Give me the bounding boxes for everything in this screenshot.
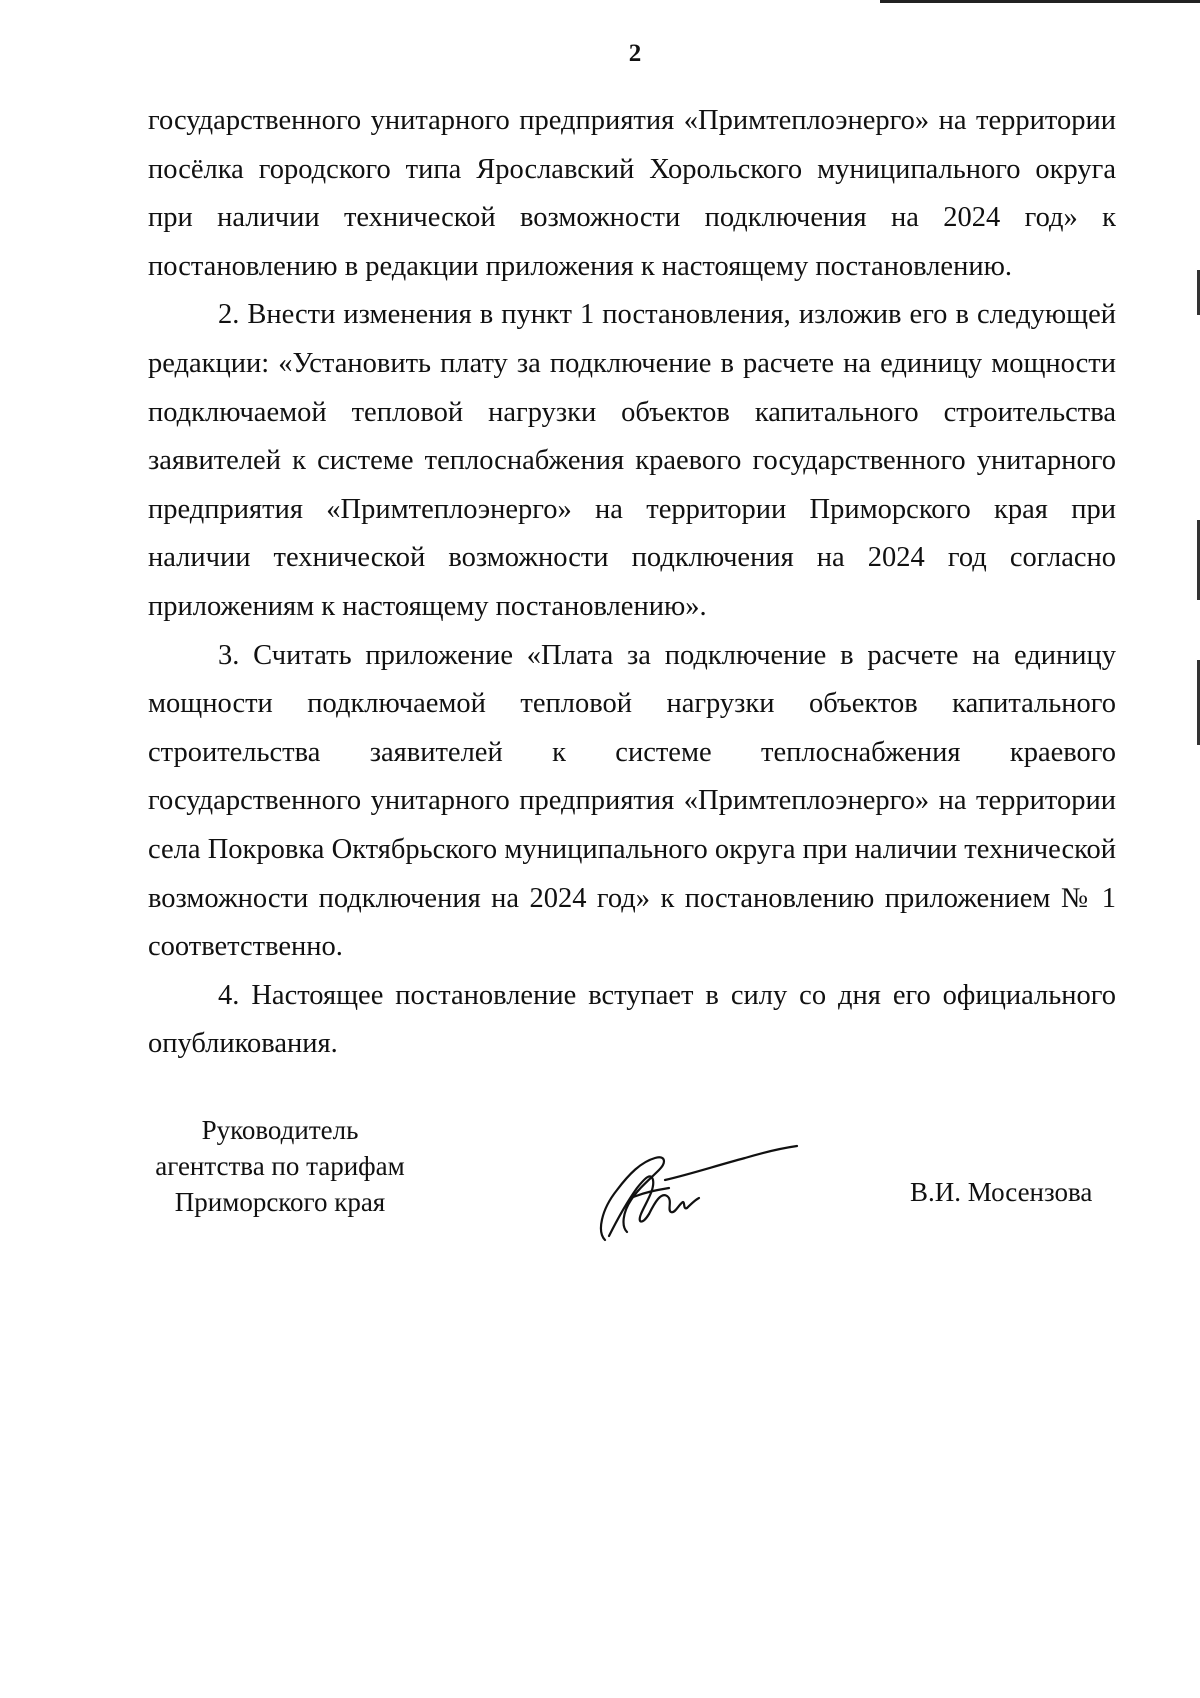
- paragraph-item-3: 3. Считать приложение «Плата за подключение в расчете на единицу мощности подключаемой тепловой нагрузки объектов капитального строительства заявителей к системе теплоснабжения краевого государственного унитарного предприятия «Примтеплоэнерго» на территории села Покровка Октябрьского муниципального округа при наличии технической возможности подключения на 2024 год» к постановлению приложением № 1 соответственно.: [148, 639, 1116, 963]
- position-line: Руководитель: [201, 1115, 359, 1145]
- document-body: [148, 97, 1116, 1069]
- paragraph-continuation: государственного унитарного предприятия «Примтеплоэнерго» на территории посёлка городского типа Ярославский Хорольского муниципального округа при наличии технической возможности подключения на 2024 год» к постановлению в редакции приложения к настоящему постановлению.: [148, 105, 1116, 282]
- page-number: 2: [628, 40, 642, 67]
- scan-border-line: [880, 0, 1200, 3]
- handwritten-signature-icon: [595, 1140, 805, 1250]
- paragraph-item-4: 4. Настоящее постановление вступает в силу со дня его официального опубликования.: [148, 979, 1116, 1060]
- signer-name: В.И. Мосензова: [910, 1177, 1093, 1207]
- paragraph-item-2: 2. Внести изменения в пункт 1 постановления, изложив его в следующей редакции: «Установить плату за подключение в расчете на единицу мощности подключаемой тепловой нагрузки объектов капитального строительства заявителей к системе теплоснабжения краевого государственного унитарного предприятия «Примтеплоэнерго» на территории Приморского края при наличии технической возможности подключения на 2024 год согласно приложениям к настоящему постановлению».: [148, 299, 1116, 622]
- position-line: Приморского края: [174, 1187, 386, 1217]
- signatory-position: [140, 1112, 420, 1220]
- position-line: агентства по тарифам: [155, 1151, 405, 1181]
